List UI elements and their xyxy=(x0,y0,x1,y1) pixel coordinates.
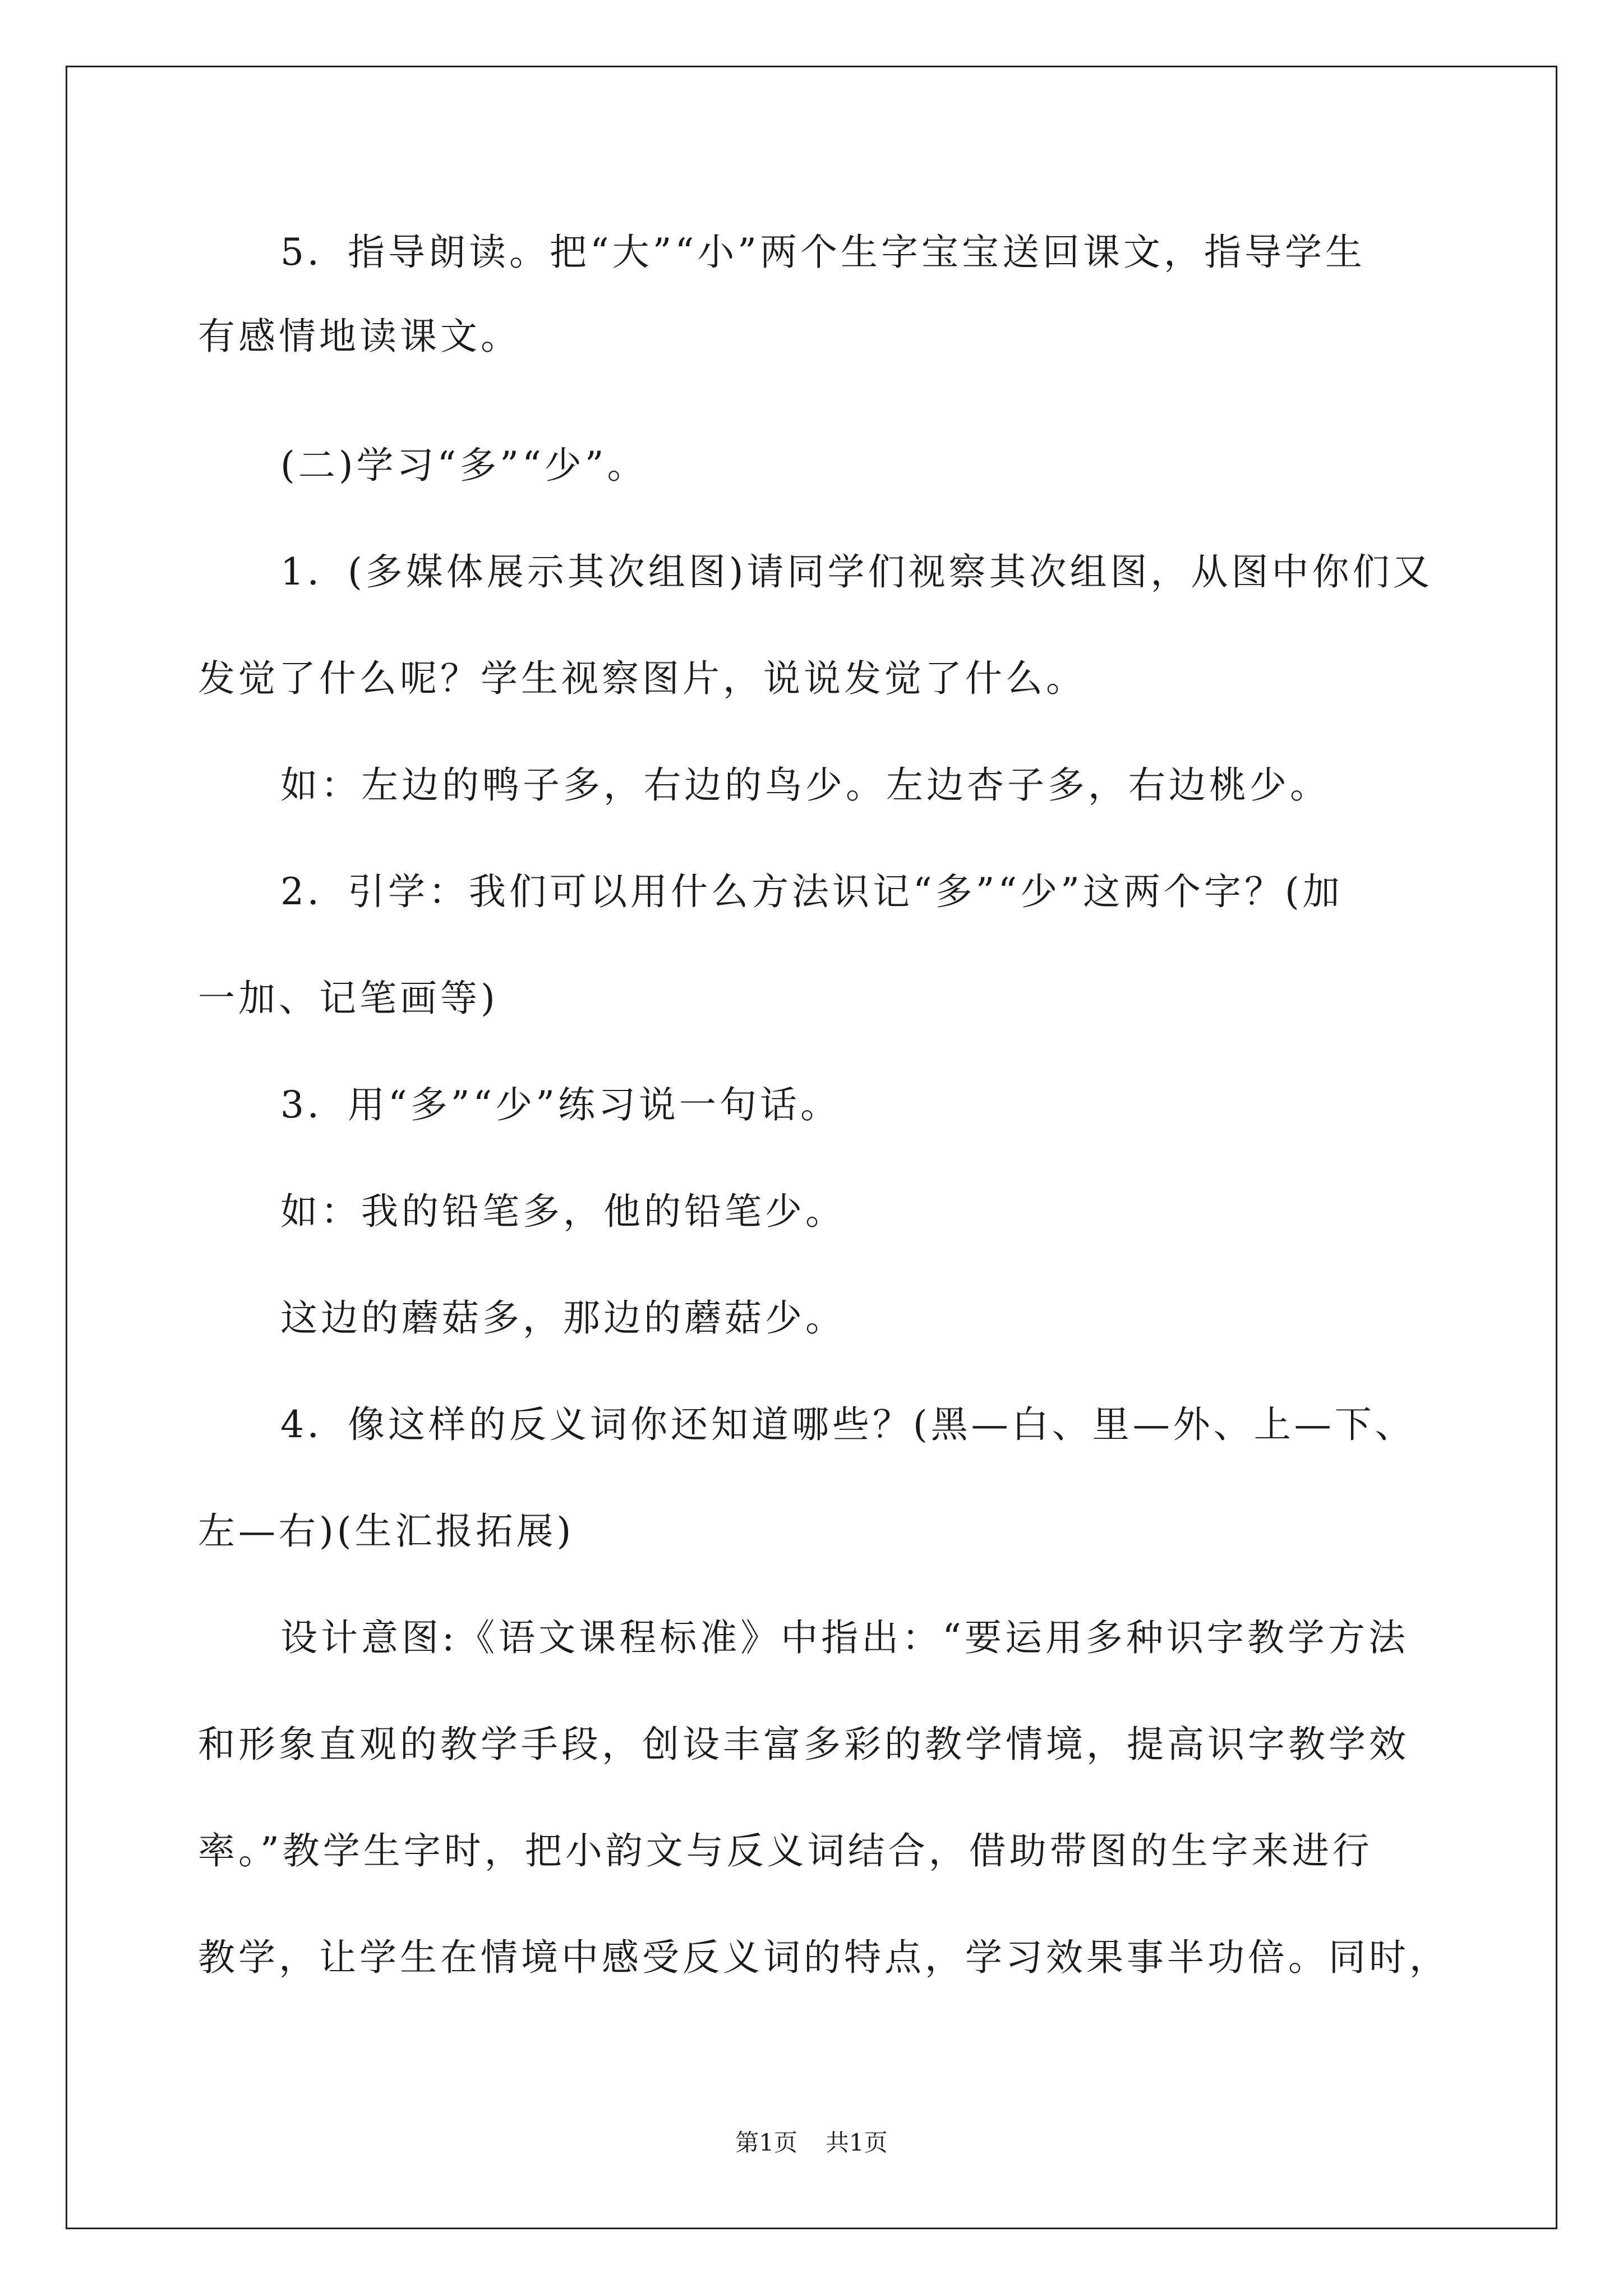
paragraph-line: 如：我的铅笔多，他的铅笔少。 xyxy=(280,1190,846,1233)
paragraph-line: 设计意图:《语文课程标准》中指出：“要运用多种识字教学方法 xyxy=(280,1616,1409,1659)
paragraph-line: 2．引学：我们可以用什么方法识记“多”“少”这两个字？(加 xyxy=(280,870,1343,913)
paragraph-line: 这边的蘑菇多，那边的蘑菇少。 xyxy=(280,1296,846,1340)
paragraph-line: 教学，让学生在情境中感受反义词的特点，学习效果事半功倍。同时， xyxy=(198,1936,1450,1979)
paragraph-line: 1．(多媒体展示其次组图)请同学们视察其次组图，从图中你们又 xyxy=(280,550,1433,593)
page-border xyxy=(66,66,1557,2229)
paragraph-line: 率。”教学生字时，把小韵文与反义词结合，借助带图的生字来进行 xyxy=(198,1829,1373,1872)
paragraph-line: 发觉了什么呢？学生视察图片，说说发觉了什么。 xyxy=(198,657,1086,700)
paragraph-line: 左—右)(生汇报拓展) xyxy=(198,1510,575,1553)
paragraph-line: 3．用“多”“少”练习说一句话。 xyxy=(280,1083,841,1126)
page-footer xyxy=(0,2126,1623,2160)
paragraph-line: 有感情地读课文。 xyxy=(198,315,521,358)
paragraph-line: 4．像这样的反义词你还知道哪些？(黑—白、里—外、上—下、 xyxy=(280,1403,1415,1446)
paragraph-line: 和形象直观的教学手段，创设丰富多彩的教学情境，提高识字教学效 xyxy=(198,1723,1409,1766)
paragraph-line: 5．指导朗读。把“大”“小”两个生字宝宝送回课文，指导学生 xyxy=(280,231,1366,274)
paragraph-line: 一加、记笔画等) xyxy=(198,977,499,1020)
section-heading: (二)学习“多”“少”。 xyxy=(280,444,648,487)
paragraph-line: 如：左边的鸭子多，右边的鸟少。左边杏子多，右边桃少。 xyxy=(280,763,1330,807)
page-number: 第1页 xyxy=(735,2129,797,2156)
page-total: 共1页 xyxy=(826,2129,888,2156)
